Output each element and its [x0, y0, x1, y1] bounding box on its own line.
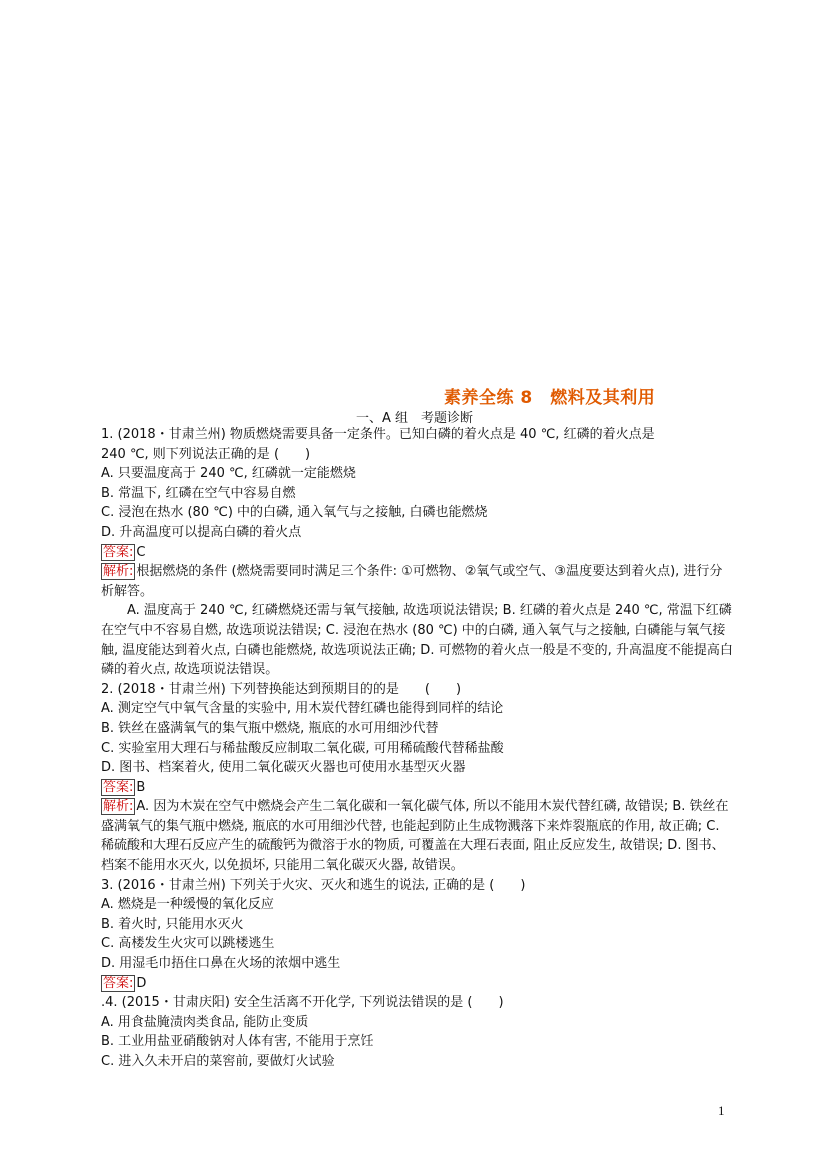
q3-option-b: B. 着火时, 只能用水灭火: [101, 916, 244, 932]
q3-stem: 3. (2016・甘肃兰州) 下列关于火灾、灭火和逃生的说法, 正确的是 ( ): [101, 877, 526, 893]
q1-answer: [101, 543, 733, 563]
q4-option-c: C. 进入久未开启的菜窖前, 要做灯火试验: [101, 1054, 335, 1069]
q2-option-c: C. 实验室用大理石与稀盐酸反应制取二氧化碳, 可用稀硫酸代替稀盐酸: [101, 740, 504, 756]
q1-stem-line-2: 240 ℃, 则下列说法正确的是 ( ): [101, 446, 311, 462]
q1-answer-value: C: [136, 544, 146, 560]
q1-analysis: [101, 562, 733, 601]
q1-option-d: D. 升高温度可以提高白磷的着火点: [101, 524, 302, 540]
section-heading: 一、A 组 考题诊断: [356, 411, 474, 426]
q1-analysis-text-2: A. 温度高于 240 ℃, 红磷燃烧还需与氧气接触, 故选项说法错误; B. 红磷的着火点是 240 ℃, 常温下红磷在空气中不容易自燃, 故选项说法错误; C. 浸泡在热水 (80 ℃) 中的白磷, 通入氧气与之接触, 白磷能与氧气接触, 温度能达到着火点, 白磷也能燃烧, 故选项说法正确; D. 可燃物的着火点一般是不变的, 升高温度不能提高白磷的着火点, 故选项说法错误。: [101, 603, 733, 678]
q2-analysis: [101, 797, 733, 875]
question-list: [101, 425, 733, 1072]
q1-option-a: A. 只要温度高于 240 ℃, 红磷就一定能燃烧: [101, 466, 356, 482]
q4-option-b: B. 工业用盐亚硝酸钠对人体有害, 不能用于烹饪: [101, 1034, 374, 1050]
q2-answer: [101, 778, 733, 798]
document-title: 素养全练 8 燃料及其利用: [444, 388, 656, 408]
analysis-tag: 解析:: [103, 799, 134, 815]
q3-option-c: C. 高楼发生火灾可以跳楼逃生: [101, 936, 275, 952]
q3-answer: [101, 974, 733, 994]
q1-stem-line-1: 1. (2018・甘肃兰州) 物质燃烧需要具备一定条件。已知白磷的着火点是 40 ℃, 红磷的着火点是: [101, 427, 655, 442]
page-number: 1: [718, 1103, 725, 1118]
q1-option-c: C. 浸泡在热水 (80 ℃) 中的白磷, 通入氧气与之接触, 白磷也能燃烧: [101, 505, 488, 521]
q2-option-a: A. 测定空气中氧气含量的实验中, 用木炭代替红磷也能得到同样的结论: [101, 701, 504, 717]
q2-analysis-text: A. 因为木炭在空气中燃烧会产生二氧化碳和一氧化碳气体, 所以不能用木炭代替红磷, 故错误; B. 铁丝在盛满氧气的集气瓶中燃烧, 瓶底的水可用细沙代替, 也能起到防止生成物溅落下来炸裂瓶底的作用, 故正确; C. 稀硫酸和大理石反应产生的硫酸钙为微溶于水的物质, 可覆盖在大理石表面, 阻止反应发生, 故错误; D. 图书、档案不能用水灭火, 以免损坏, 只能用二氧化碳灭火器, 故错误。: [101, 799, 729, 874]
q3-answer-value: D: [136, 975, 147, 991]
q2-option-d: D. 图书、档案着火, 使用二氧化碳灭火器也可使用水基型灭火器: [101, 760, 466, 776]
answer-tag: 答案:: [103, 779, 134, 795]
q3-option-d: D. 用湿毛巾捂住口鼻在火场的浓烟中逃生: [101, 956, 341, 972]
q4-stem: .4. (2015・甘肃庆阳) 安全生活离不开化学, 下列说法错误的是 ( ): [101, 995, 504, 1011]
q2-option-b: B. 铁丝在盛满氧气的集气瓶中燃烧, 瓶底的水可用细沙代替: [101, 720, 439, 736]
q4-option-a: A. 用食盐腌渍肉类食品, 能防止变质: [101, 1014, 309, 1030]
answer-tag: 答案:: [103, 975, 134, 991]
q1-analysis-text-1: 根据燃烧的条件 (燃烧需要同时满足三个条件: ①可燃物、②氧气或空气、③温度要达到着火点), 进行分析解答。: [101, 564, 723, 599]
q2-answer-value: B: [136, 779, 146, 795]
q1-option-b: B. 常温下, 红磷在空气中容易自燃: [101, 485, 296, 501]
q2-stem: 2. (2018・甘肃兰州) 下列替换能达到预期目的的是 ( ): [101, 681, 462, 697]
q3-option-a: A. 燃烧是一种缓慢的氧化反应: [101, 897, 274, 913]
analysis-tag: 解析:: [103, 564, 134, 580]
answer-tag: 答案:: [103, 544, 134, 560]
